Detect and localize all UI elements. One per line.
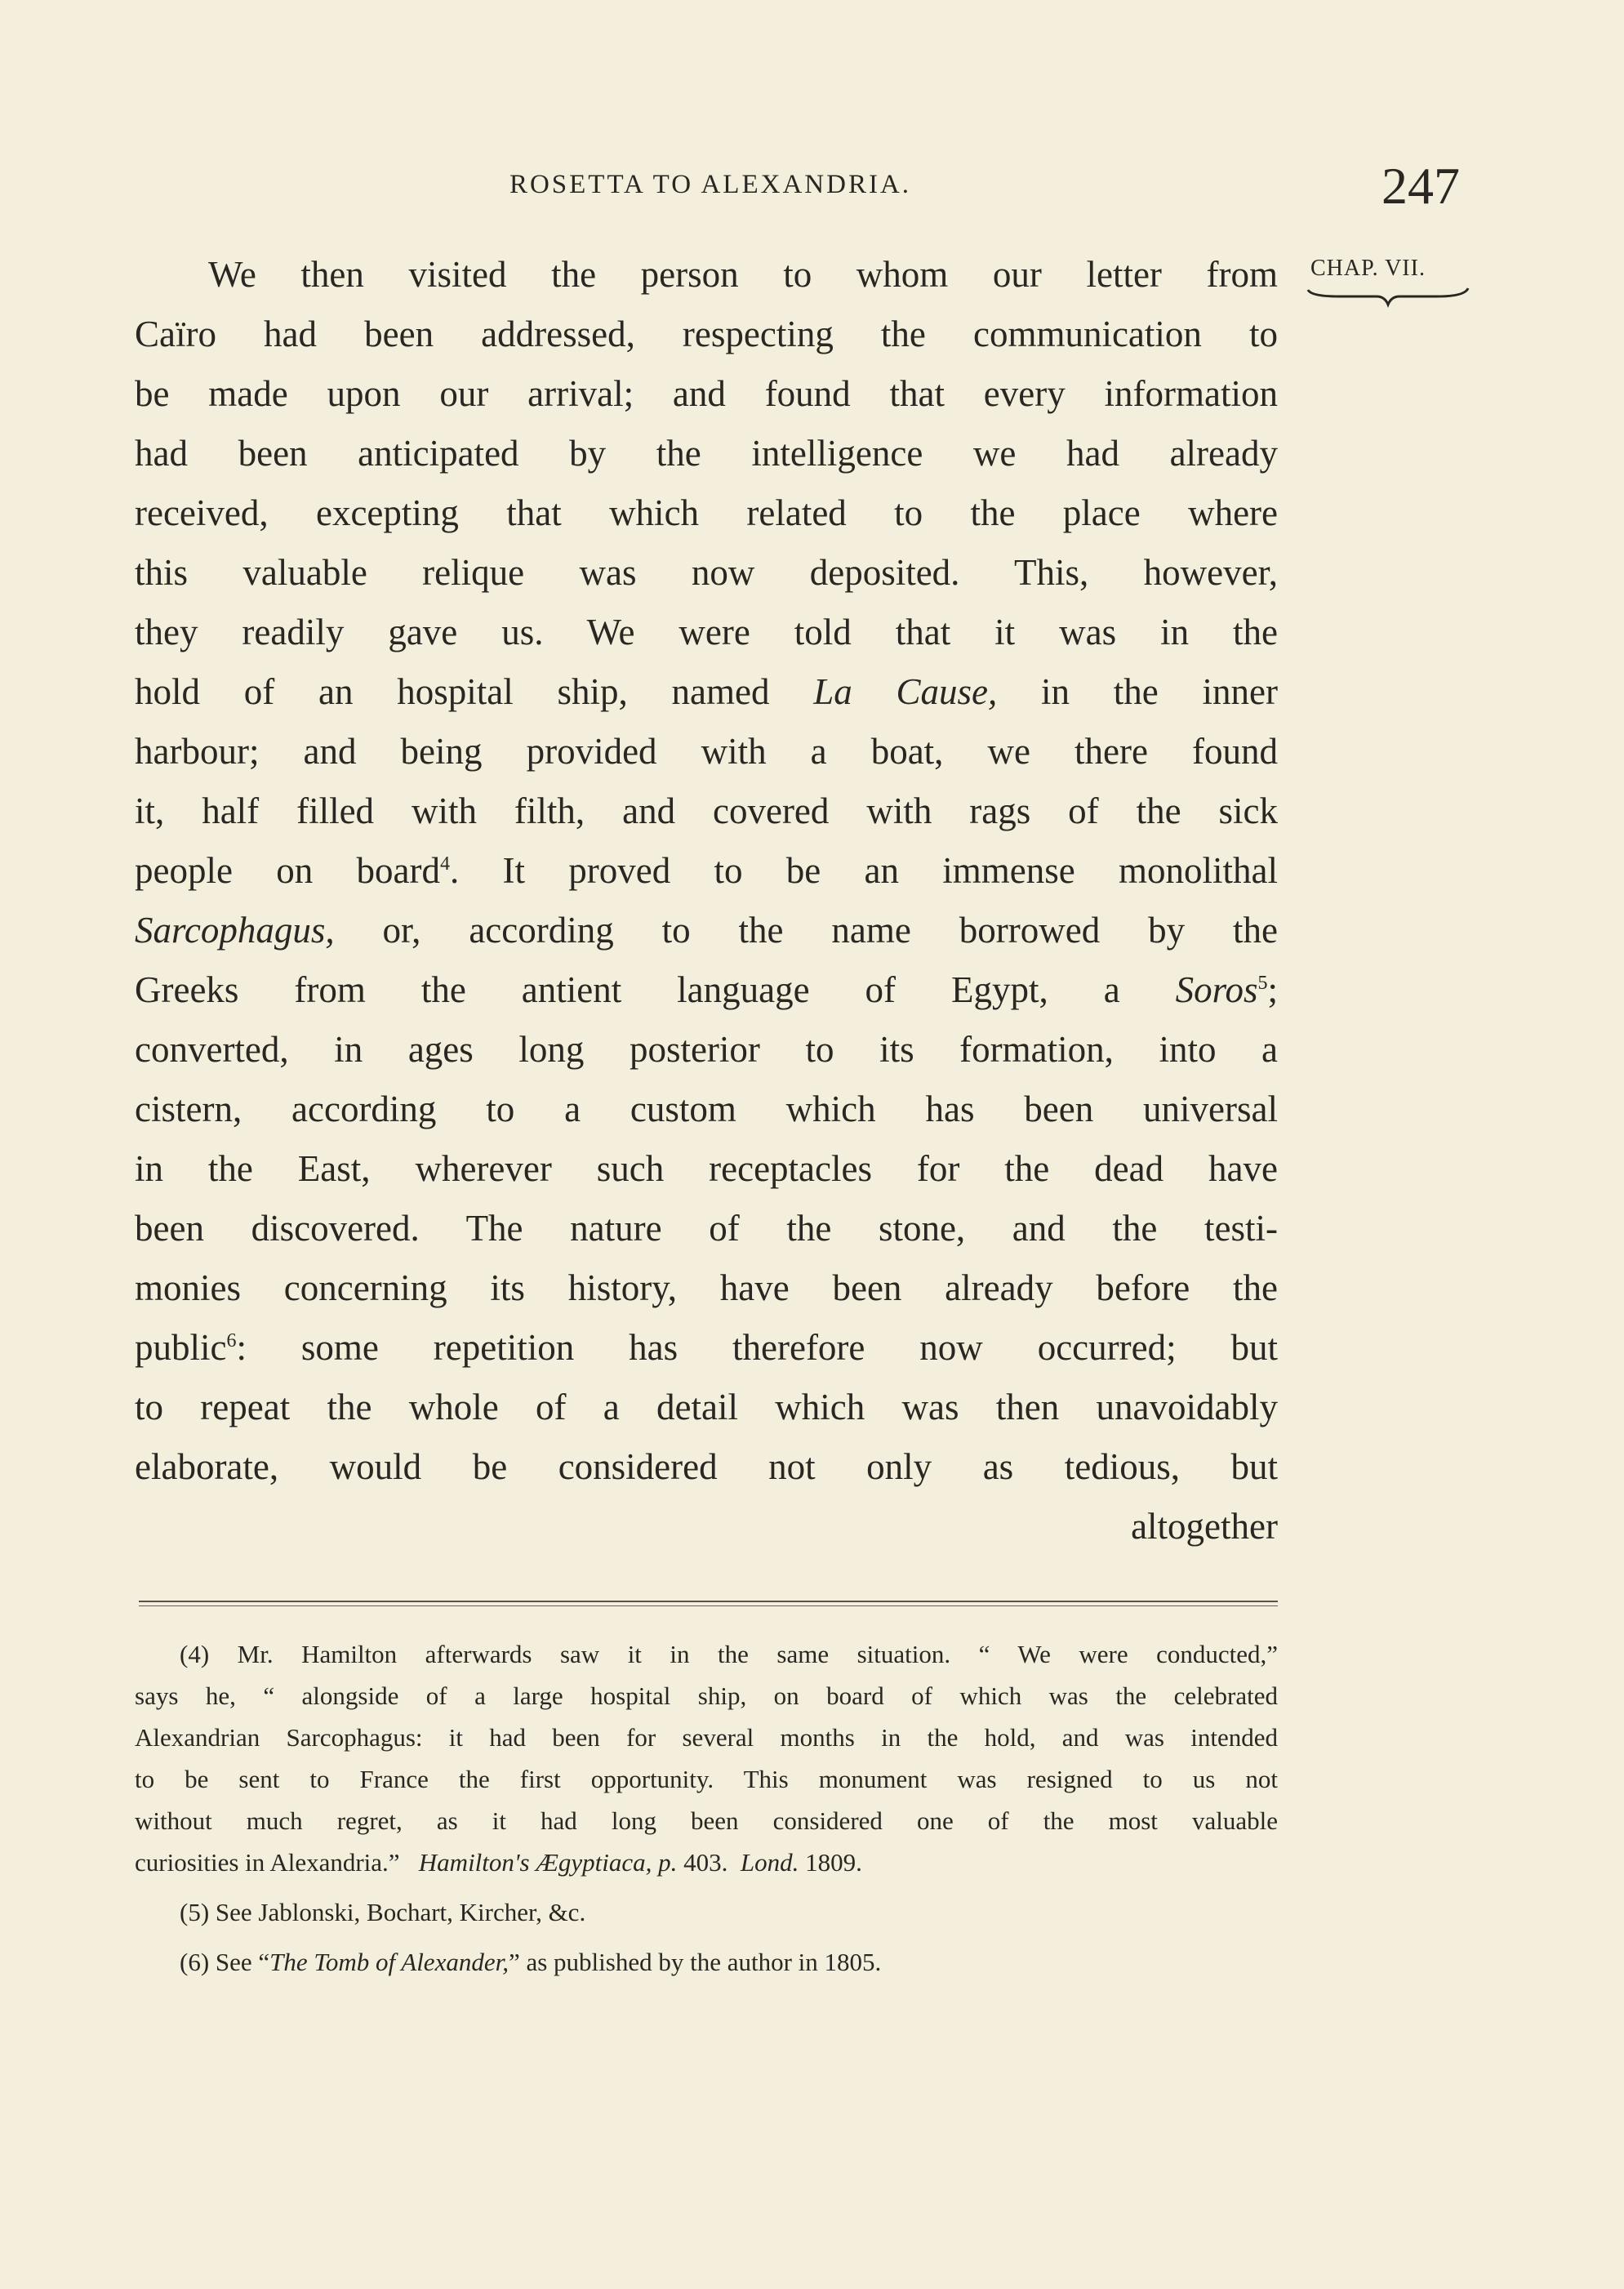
footnote-4-line: to be sent to France the first opportunity. This monument was resigned to us not: [135, 1765, 1278, 1793]
text-line: converted, in ages long posterior to its formation, into a: [135, 1029, 1278, 1070]
citation-place: Lond.: [740, 1848, 799, 1877]
footnote-divider: [139, 1601, 1278, 1602]
footnotes: [135, 1633, 1278, 1983]
citation-title: The Tomb of Alexander,: [269, 1948, 509, 1976]
footnote-divider: [139, 1605, 1278, 1606]
footnote-ref-6: 6: [226, 1330, 237, 1352]
text-line: this valuable relique was now deposited. This, however,: [135, 552, 1278, 593]
brace-ornament: [1306, 287, 1470, 311]
text-line: cistern, according to a custom which has been universal: [135, 1089, 1278, 1129]
footnote-ref-4: 4: [439, 853, 450, 875]
main-text: [135, 245, 1278, 1556]
text-line: in the East, wherever such receptacles for the dead have: [135, 1148, 1278, 1189]
text-line: been discovered. The nature of the stone, and the testi-: [135, 1208, 1278, 1249]
ship-name: La Cause,: [813, 671, 998, 712]
footnote-5: (5) See Jablonski, Bochart, Kircher, &c.: [180, 1898, 586, 1926]
text-line: hold of an hospital ship, named La Cause, in the inner: [135, 671, 1279, 712]
text-line: We then visited the person to whom our letter from: [208, 254, 1278, 295]
text-line: Greeks from the antient language of Egypt, a Soros$^5$;: [135, 969, 1279, 1010]
text-line: people on board$^4$. It proved to be an immense monolithal: [135, 850, 1278, 891]
text-line: be made upon our arrival; and found that every information: [135, 373, 1278, 414]
italic-term: Soros: [1175, 969, 1258, 1010]
text-line: harbour; and being provided with a boat, we there found: [135, 731, 1278, 772]
text-line: public$^6$: some repetition has therefore now occurred; but: [135, 1327, 1278, 1368]
footnote-4-line: Alexandrian Sarcophagus: it had been for several months in the hold, and was intended: [135, 1723, 1278, 1752]
text-line: they readily gave us. We were told that it was in the: [135, 612, 1278, 652]
text-line: it, half filled with filth, and covered with rags of the sick: [135, 790, 1278, 831]
footnote-4-line: curiosities in Alexandria.” Hamilton's Ægyptiaca, p. 403. Lond. 1809.: [135, 1848, 862, 1877]
chapter-marginal-note: CHAP. VII.: [1310, 256, 1426, 281]
page-number: 247: [1382, 157, 1460, 215]
catchword: altogether: [1131, 1506, 1278, 1547]
footnote-ref-5: 5: [1257, 973, 1268, 994]
text-line: monies concerning its history, have been already before the: [135, 1267, 1278, 1308]
citation-title: Hamilton's Ægyptiaca,: [418, 1848, 652, 1877]
footnote-4-line: (4) Mr. Hamilton afterwards saw it in the same situation. “ We were conducted,”: [180, 1640, 1278, 1668]
text-line: Sarcophagus, or, according to the name borrowed by the: [135, 910, 1278, 951]
footnote-6: (6) See “The Tomb of Alexander,” as published by the author in 1805.: [180, 1948, 882, 1976]
footnote-4-line: says he, “ alongside of a large hospital ship, on board of which was the celebrated: [135, 1681, 1278, 1710]
text-line: elaborate, would be considered not only as tedious, but: [135, 1446, 1278, 1487]
text-line: received, excepting that which related to the place where: [135, 492, 1278, 533]
footnote-4-line: without much regret, as it had long been considered one of the most valuable: [135, 1806, 1278, 1835]
text-line: Caïro had been addressed, respecting the communication to: [135, 314, 1278, 354]
running-title: ROSETTA TO ALEXANDRIA.: [509, 170, 912, 199]
italic-term: Sarcophagus,: [135, 910, 335, 951]
text-line: to repeat the whole of a detail which was then unavoidably: [135, 1387, 1278, 1427]
text-line: had been anticipated by the intelligence we had already: [135, 433, 1278, 474]
